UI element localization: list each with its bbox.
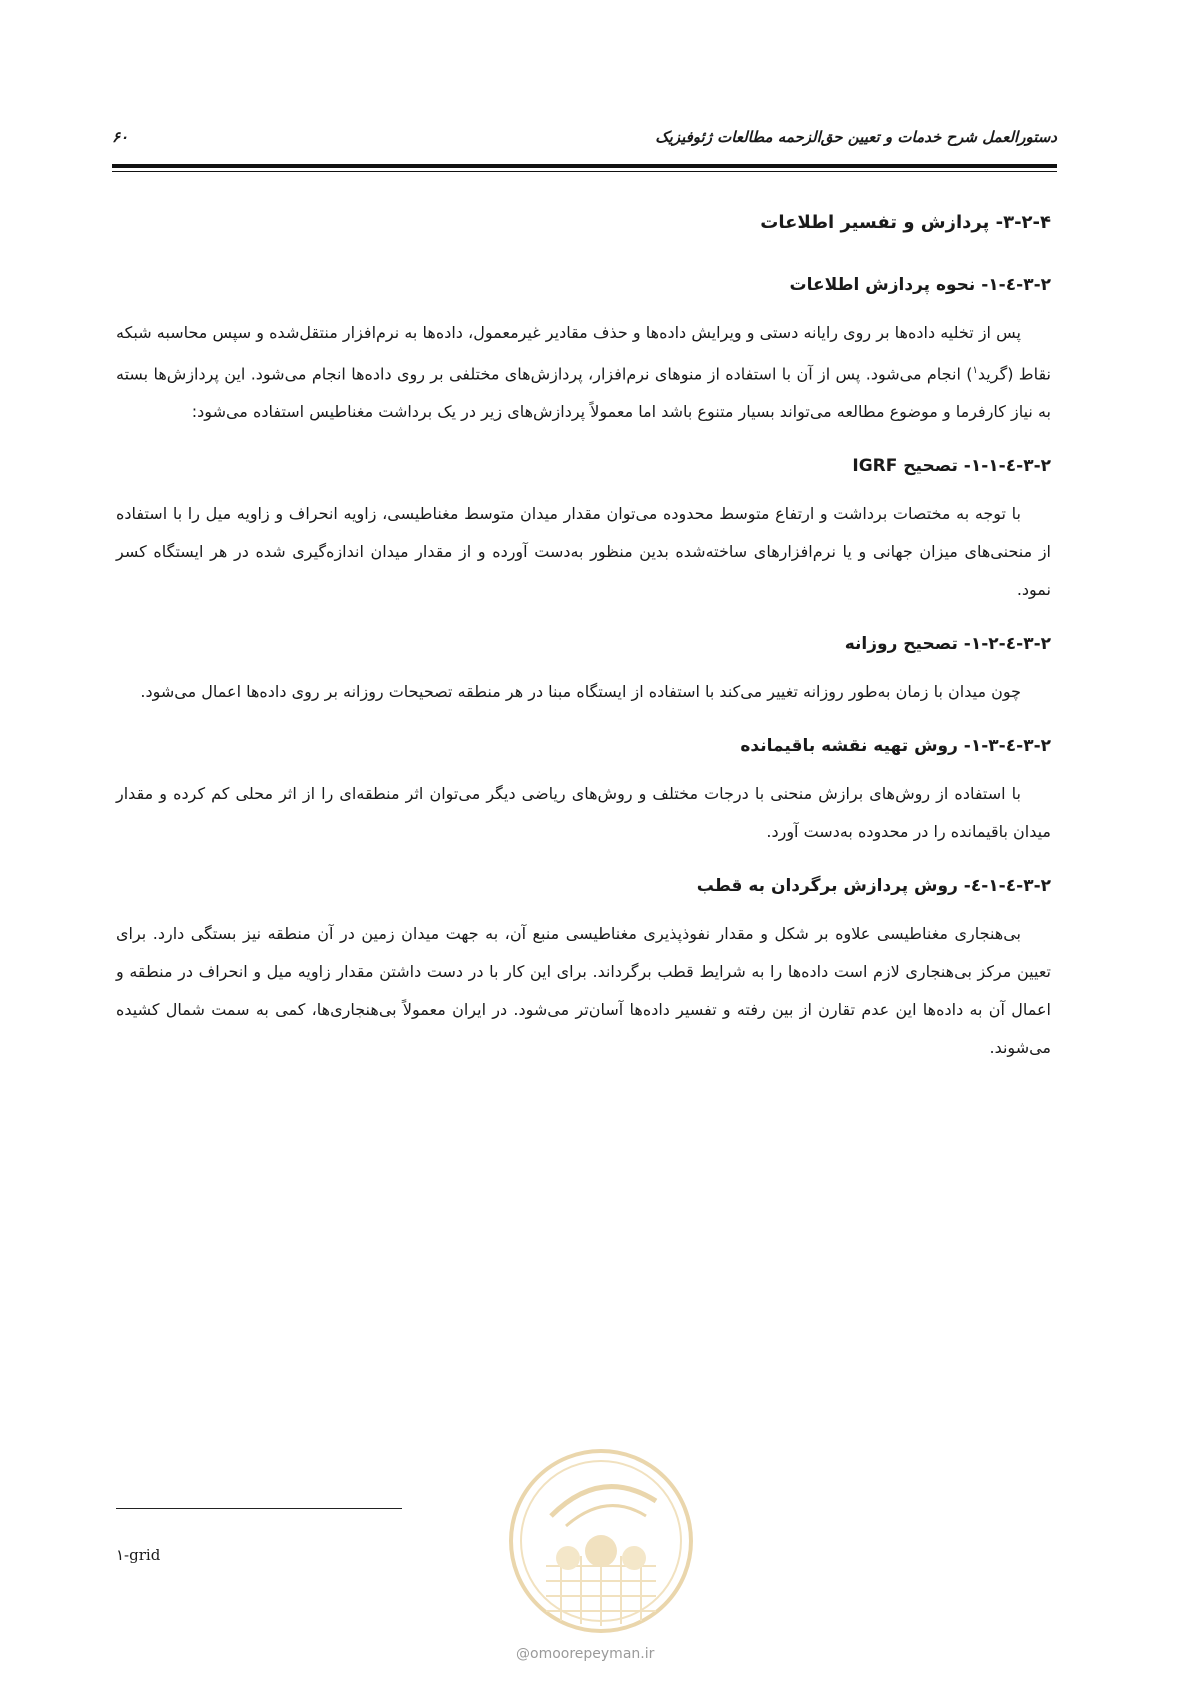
paragraph-rtp: بی‌هنجاری مغناطیسی علاوه بر شکل و مقدار نفوذپذیری مغناطیسی منبع آن، به جهت میدان زمین در آن منطقه نیز بستگی دارد. برای تعیین مرکز بی‌هنجاری لازم است داده‌ها را به شرایط قطب برگرداند. برای این کار با در دست داشتن مقدار زاویه میل و انحراف در منطقه و اعمال آن به داده‌ها این عدم تقارن از بین رفته و تفسیر داده‌ها آسان‌تر می‌شود. در ایران معمولاً بی‌هنجاری‌ها، کمی به سمت شمال کشیده می‌شوند. bbox=[116, 924, 1051, 1058]
header-rule-thick bbox=[112, 164, 1057, 168]
page-number: ۶۰ bbox=[112, 128, 129, 146]
main-content bbox=[116, 210, 1051, 1089]
paragraph-igrf: با توجه به مختصات برداشت و ارتفاع متوسط محدوده می‌توان مقدار میدان متوسط مغناطیسی، زاویه انحراف و زاویه میل را با استفاده از منحنی‌های میزان جهانی و یا نرم‌افزارهای ساخته‌شده بدین منظور به‌دست آورده و از مقدار میدان اندازه‌گیری شده در هر ایستگاه کسر نمود. bbox=[116, 504, 1051, 600]
paragraph-diurnal: چون میدان با زمان به‌طور روزانه تغییر می‌کند با استفاده از ایستگاه مبنا در هر منطقه تصحیحات روزانه بر روی داده‌ها اعمال می‌شود. bbox=[140, 682, 1021, 702]
watermark-logo-icon bbox=[506, 1446, 696, 1646]
subsection-heading-rtp: ۳-۲-٤-۱-٤- روش پردازش برگردان به قطب bbox=[696, 876, 1051, 897]
header-rule-thin bbox=[112, 171, 1057, 172]
paragraph-residual: با استفاده از روش‌های برازش منحنی با درجات مختلف و روش‌های ریاضی دیگر می‌توان اثر منطقه‌ای را از اثر محلی کم کرده و مقدار میدان باقیمانده را در محدوده به‌دست آورد. bbox=[116, 784, 1051, 842]
section-heading: ۳-۲-۴- پردازش و تفسیر اطلاعات bbox=[760, 212, 1051, 233]
footnote-separator bbox=[116, 1508, 402, 1509]
watermark-url: @omoorepeyman.ir bbox=[516, 1646, 655, 1662]
subsection-heading-processing-method: ۳-۲-٤-۱- نحوه پردازش اطلاعات bbox=[789, 275, 1051, 295]
header-title: دستورالعمل شرح خدمات و تعیین حق‌الزحمه مطالعات ژئوفیزیک bbox=[655, 128, 1057, 146]
page-header bbox=[112, 128, 1057, 154]
paragraph-text: پس از تخلیه داده‌ها بر روی رایانه دستی و ویرایش داده‌ها و حذف مقادیر غیرمعمول، داده‌ها به نرم‌افزار منتقل‌شده و سپس محاسبه شبکه نقاط (گرید bbox=[116, 323, 1052, 384]
subsection-heading-residual: ۳-۲-٤-۱-۳- روش تهیه نقشه باقیمانده bbox=[740, 736, 1051, 757]
subsection-heading-igrf: ۳-۲-٤-۱-۱- تصحیح IGRF bbox=[852, 456, 1051, 477]
subsection-heading-diurnal: ۳-۲-٤-۱-۲- تصحیح روزانه bbox=[844, 634, 1051, 655]
footnote: ۱-grid bbox=[116, 1546, 161, 1564]
paragraph-processing-method bbox=[116, 314, 1051, 431]
footnote-reference: ۱ bbox=[972, 365, 978, 376]
paragraph-text: ) انجام می‌شود. پس از آن با استفاده از منوهای نرم‌افزار، پردازش‌های مختلفی بر روی داده‌ها انجام می‌شود. این پردازش‌ها بسته به نیاز کارفرما و موضوع مطالعه می‌تواند بسیار متنوع باشد اما معمولاً پردازش‌های زیر در یک برداشت مغناطیس استفاده می‌شود: bbox=[116, 364, 1051, 422]
